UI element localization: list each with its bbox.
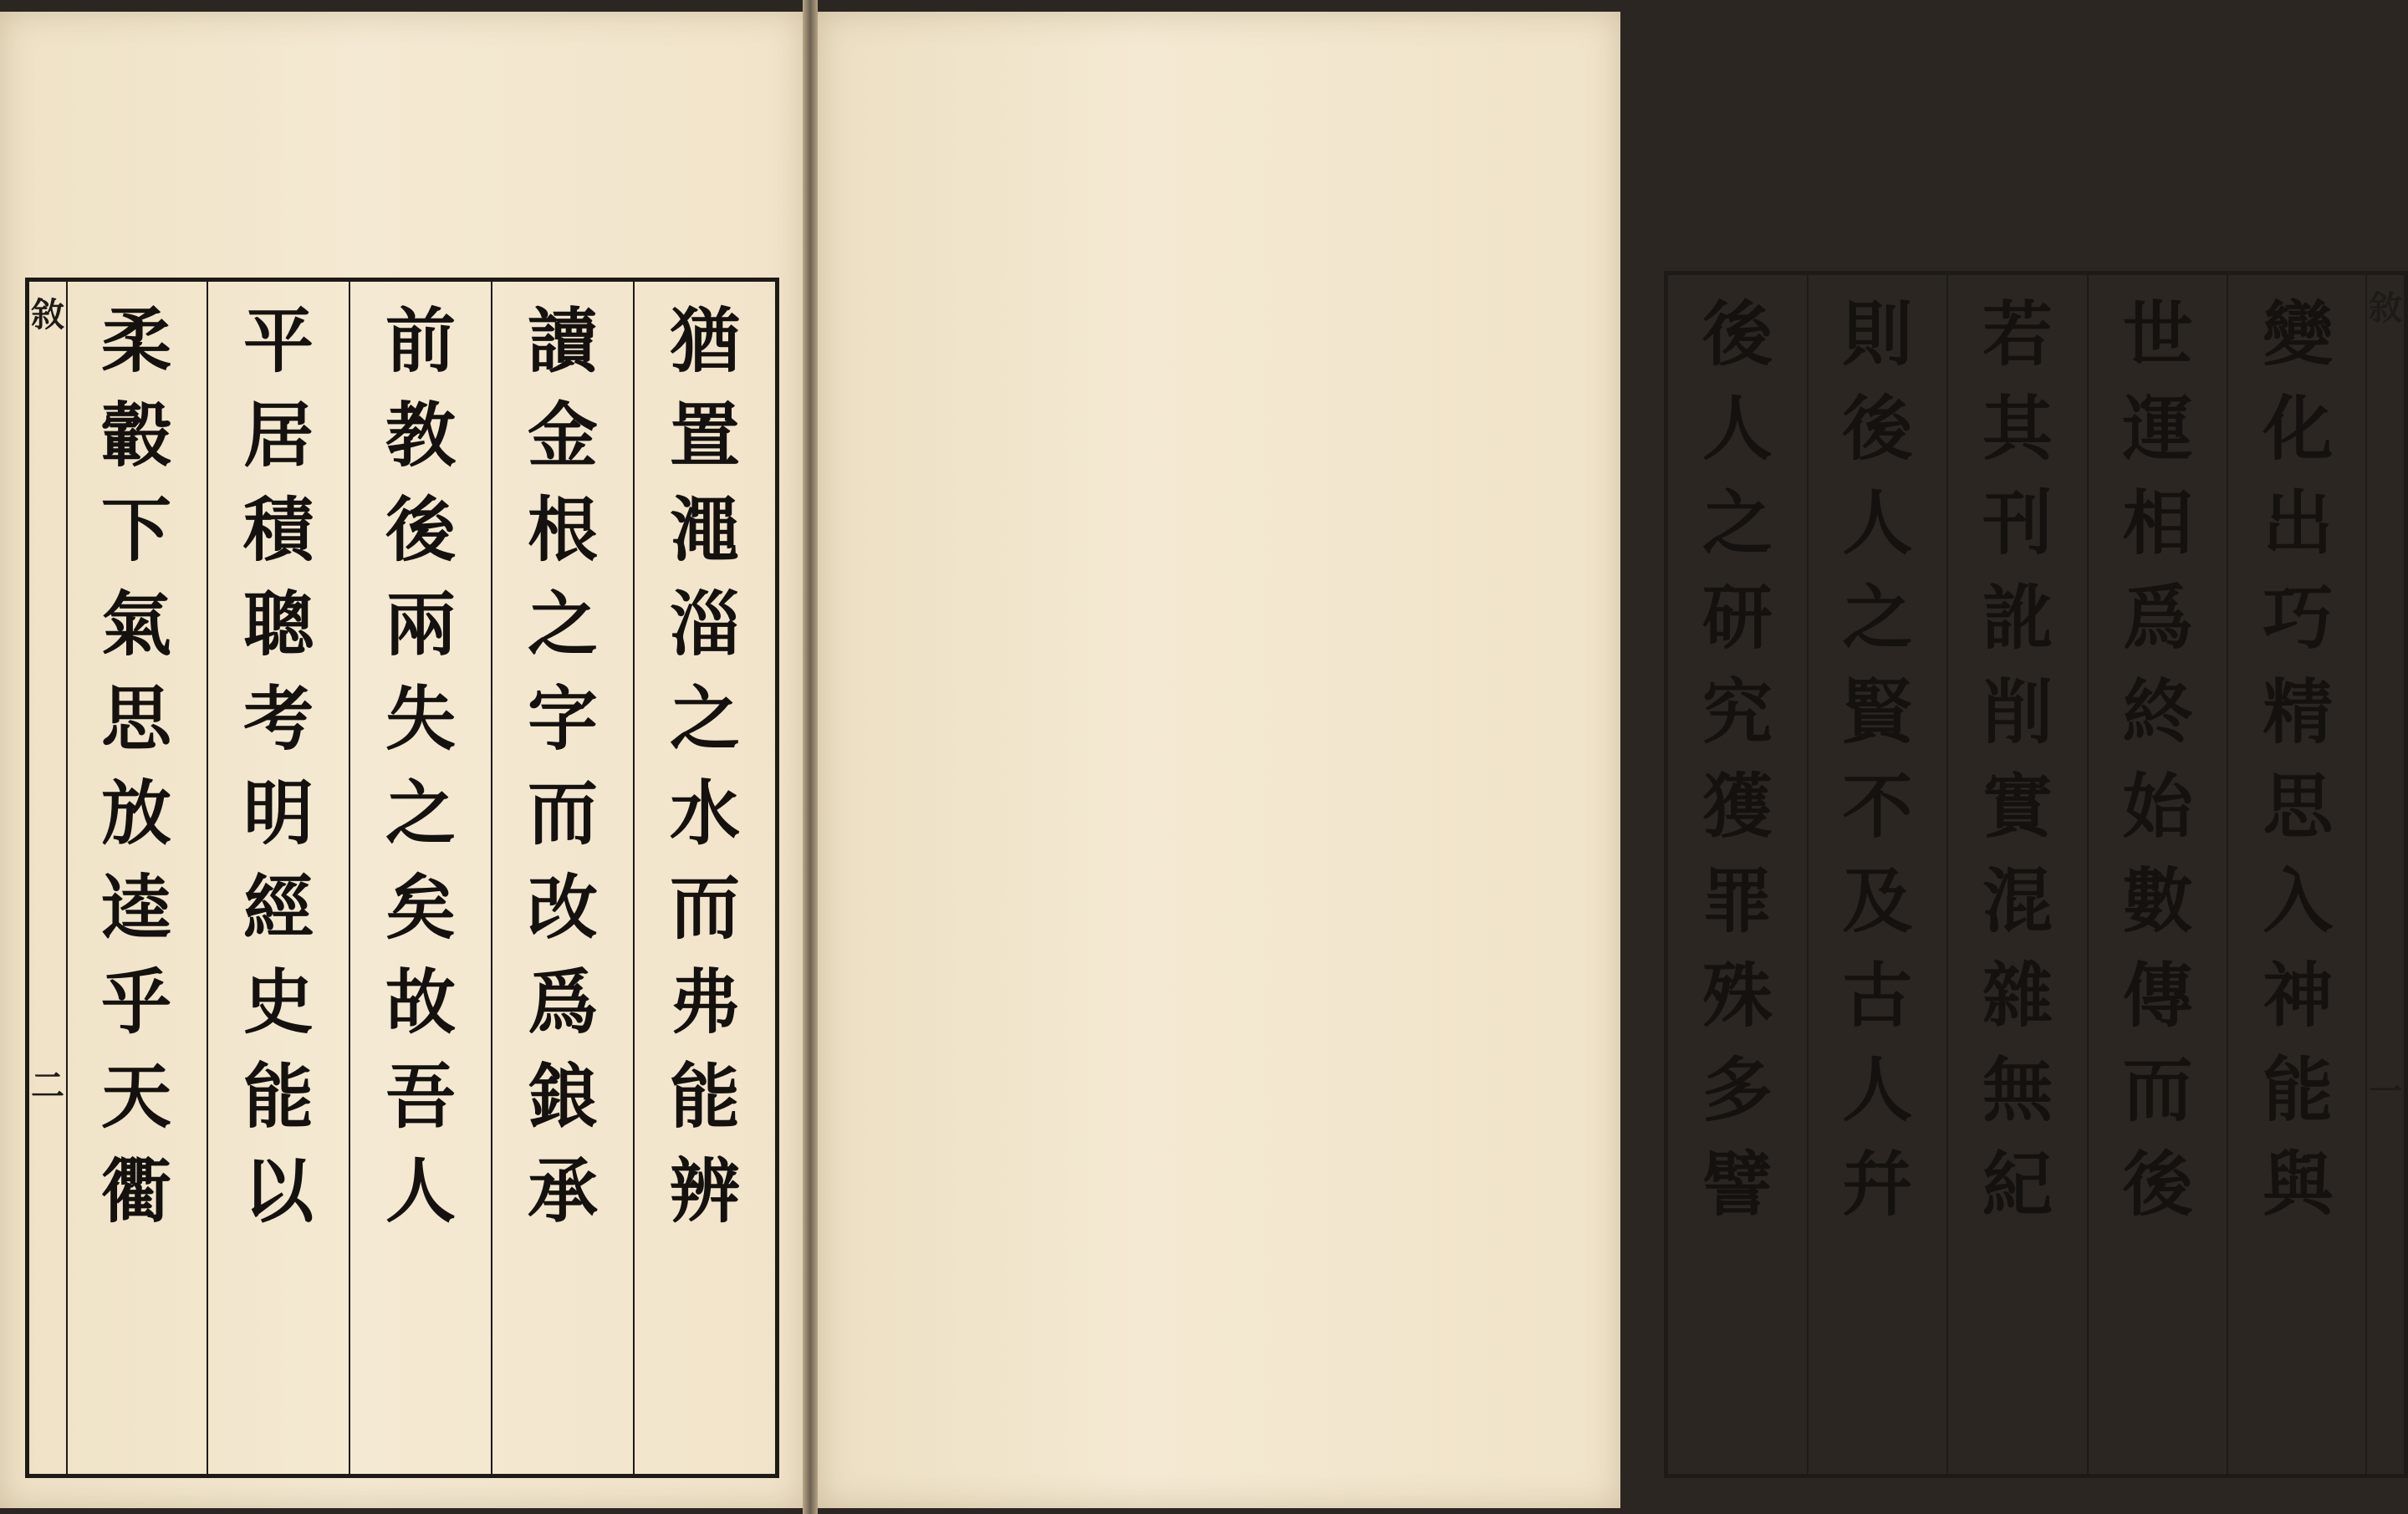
text-glyph: 及 — [1842, 859, 1913, 942]
text-glyph: 始 — [2122, 765, 2193, 848]
text-glyph: 多 — [1701, 1048, 1773, 1131]
text-glyph: 之 — [1842, 576, 1913, 659]
left-page — [0, 12, 803, 1508]
text-glyph: 人 — [1701, 387, 1773, 470]
text-glyph: 水 — [669, 772, 740, 854]
text-glyph: 爲 — [2122, 576, 2193, 659]
text-glyph: 積 — [242, 488, 314, 571]
text-glyph: 柔 — [100, 299, 171, 382]
text-glyph: 兩 — [385, 583, 456, 665]
text-glyph: 乎 — [100, 961, 171, 1043]
text-glyph: 轂 — [100, 394, 171, 477]
text-glyph: 終 — [2122, 670, 2193, 753]
text-glyph: 傳 — [2122, 954, 2193, 1037]
text-glyph: 爲 — [527, 961, 598, 1043]
text-glyph: 猶 — [669, 299, 740, 382]
text-glyph: 氣 — [100, 583, 171, 665]
text-glyph: 後 — [1842, 387, 1913, 470]
text-glyph: 人 — [1842, 482, 1913, 564]
text-glyph: 其 — [1982, 387, 2053, 470]
text-glyph: 之 — [1701, 482, 1773, 564]
text-glyph: 不 — [1842, 765, 1913, 848]
right-text-column — [1668, 275, 1807, 1474]
left-page-number: 二 — [31, 1066, 64, 1105]
left-text-column — [207, 282, 349, 1474]
text-glyph: 混 — [1982, 859, 2053, 942]
text-glyph: 而 — [527, 772, 598, 854]
text-glyph: 無 — [1982, 1048, 2053, 1131]
text-glyph: 根 — [527, 488, 598, 571]
text-glyph: 運 — [2122, 387, 2193, 470]
text-glyph: 後 — [2122, 1143, 2193, 1226]
text-glyph: 後 — [1701, 293, 1773, 375]
text-glyph: 居 — [242, 394, 314, 477]
right-page — [818, 12, 2402, 1508]
text-glyph: 紀 — [1982, 1143, 2053, 1226]
text-glyph: 吾 — [385, 1055, 456, 1138]
text-glyph: 思 — [100, 677, 171, 760]
book-gutter — [803, 0, 818, 1514]
right-text-column — [2227, 275, 2367, 1474]
text-glyph: 澠 — [669, 488, 740, 571]
text-glyph: 譬 — [1701, 1143, 1773, 1226]
text-glyph: 矣 — [385, 866, 456, 949]
text-glyph: 入 — [2263, 859, 2334, 942]
text-glyph: 改 — [527, 866, 598, 949]
text-glyph: 下 — [100, 488, 171, 571]
text-glyph: 能 — [242, 1055, 314, 1138]
text-glyph: 天 — [100, 1055, 171, 1138]
text-glyph: 人 — [385, 1150, 456, 1232]
text-glyph: 賢 — [1842, 670, 1913, 753]
text-glyph: 研 — [1701, 576, 1773, 659]
text-glyph: 刊 — [1982, 482, 2053, 564]
text-glyph: 字 — [527, 677, 598, 760]
right-page-number: 一 — [2369, 1072, 2402, 1111]
left-text-column — [349, 282, 491, 1474]
text-glyph: 古 — [1842, 954, 1913, 1037]
text-glyph: 聰 — [242, 583, 314, 665]
text-glyph: 化 — [2263, 387, 2334, 470]
text-glyph: 失 — [385, 677, 456, 760]
right-text-frame — [1664, 271, 2408, 1478]
text-glyph: 能 — [669, 1055, 740, 1138]
text-glyph: 經 — [242, 866, 314, 949]
text-glyph: 置 — [669, 394, 740, 477]
text-glyph: 若 — [1982, 293, 2053, 375]
text-glyph: 訛 — [1982, 576, 2053, 659]
text-glyph: 之 — [527, 583, 598, 665]
right-margin-title: 敘 — [2369, 288, 2402, 328]
text-glyph: 考 — [242, 677, 314, 760]
right-text-column — [2087, 275, 2227, 1474]
text-glyph: 數 — [2122, 859, 2193, 942]
text-glyph: 淄 — [669, 583, 740, 665]
right-text-column — [1807, 275, 1947, 1474]
text-glyph: 教 — [385, 394, 456, 477]
text-glyph: 人 — [1842, 1048, 1913, 1131]
text-glyph: 獲 — [1701, 765, 1773, 848]
right-text-columns — [1668, 275, 2367, 1474]
text-glyph: 放 — [100, 772, 171, 854]
text-glyph: 思 — [2263, 765, 2334, 848]
text-glyph: 神 — [2263, 954, 2334, 1037]
text-glyph: 與 — [2263, 1143, 2334, 1226]
text-glyph: 承 — [527, 1150, 598, 1232]
text-glyph: 削 — [1982, 670, 2053, 753]
left-text-column — [491, 282, 633, 1474]
text-glyph: 殊 — [1701, 954, 1773, 1037]
right-text-column — [1946, 275, 2087, 1474]
left-text-columns — [66, 282, 775, 1474]
text-glyph: 之 — [669, 677, 740, 760]
text-glyph: 雜 — [1982, 954, 2053, 1037]
text-glyph: 辨 — [669, 1150, 740, 1232]
text-glyph: 平 — [242, 299, 314, 382]
text-glyph: 實 — [1982, 765, 2053, 848]
text-glyph: 史 — [242, 961, 314, 1043]
text-glyph: 而 — [2122, 1048, 2193, 1131]
text-glyph: 精 — [2263, 670, 2334, 753]
text-glyph: 則 — [1842, 293, 1913, 375]
text-glyph: 出 — [2263, 482, 2334, 564]
text-glyph: 變 — [2263, 293, 2334, 375]
right-margin-column — [2365, 275, 2404, 1474]
text-glyph: 能 — [2263, 1048, 2334, 1131]
left-text-frame — [25, 278, 779, 1478]
text-glyph: 巧 — [2263, 576, 2334, 659]
text-glyph: 究 — [1701, 670, 1773, 753]
left-margin-column — [29, 282, 68, 1474]
left-margin-title: 敘 — [31, 295, 64, 334]
text-glyph: 前 — [385, 299, 456, 382]
text-glyph: 衢 — [100, 1150, 171, 1232]
text-glyph: 故 — [385, 961, 456, 1043]
text-glyph: 讀 — [527, 299, 598, 382]
text-glyph: 逵 — [100, 866, 171, 949]
text-glyph: 後 — [385, 488, 456, 571]
text-glyph: 以 — [242, 1150, 314, 1232]
left-text-column — [633, 282, 775, 1474]
text-glyph: 相 — [2122, 482, 2193, 564]
text-glyph: 罪 — [1701, 859, 1773, 942]
text-glyph: 金 — [527, 394, 598, 477]
left-text-column — [66, 282, 207, 1474]
text-glyph: 明 — [242, 772, 314, 854]
text-glyph: 幷 — [1842, 1143, 1913, 1226]
text-glyph: 而 — [669, 866, 740, 949]
text-glyph: 世 — [2122, 293, 2193, 375]
text-glyph: 鋃 — [527, 1055, 598, 1138]
text-glyph: 之 — [385, 772, 456, 854]
text-glyph: 弗 — [669, 961, 740, 1043]
